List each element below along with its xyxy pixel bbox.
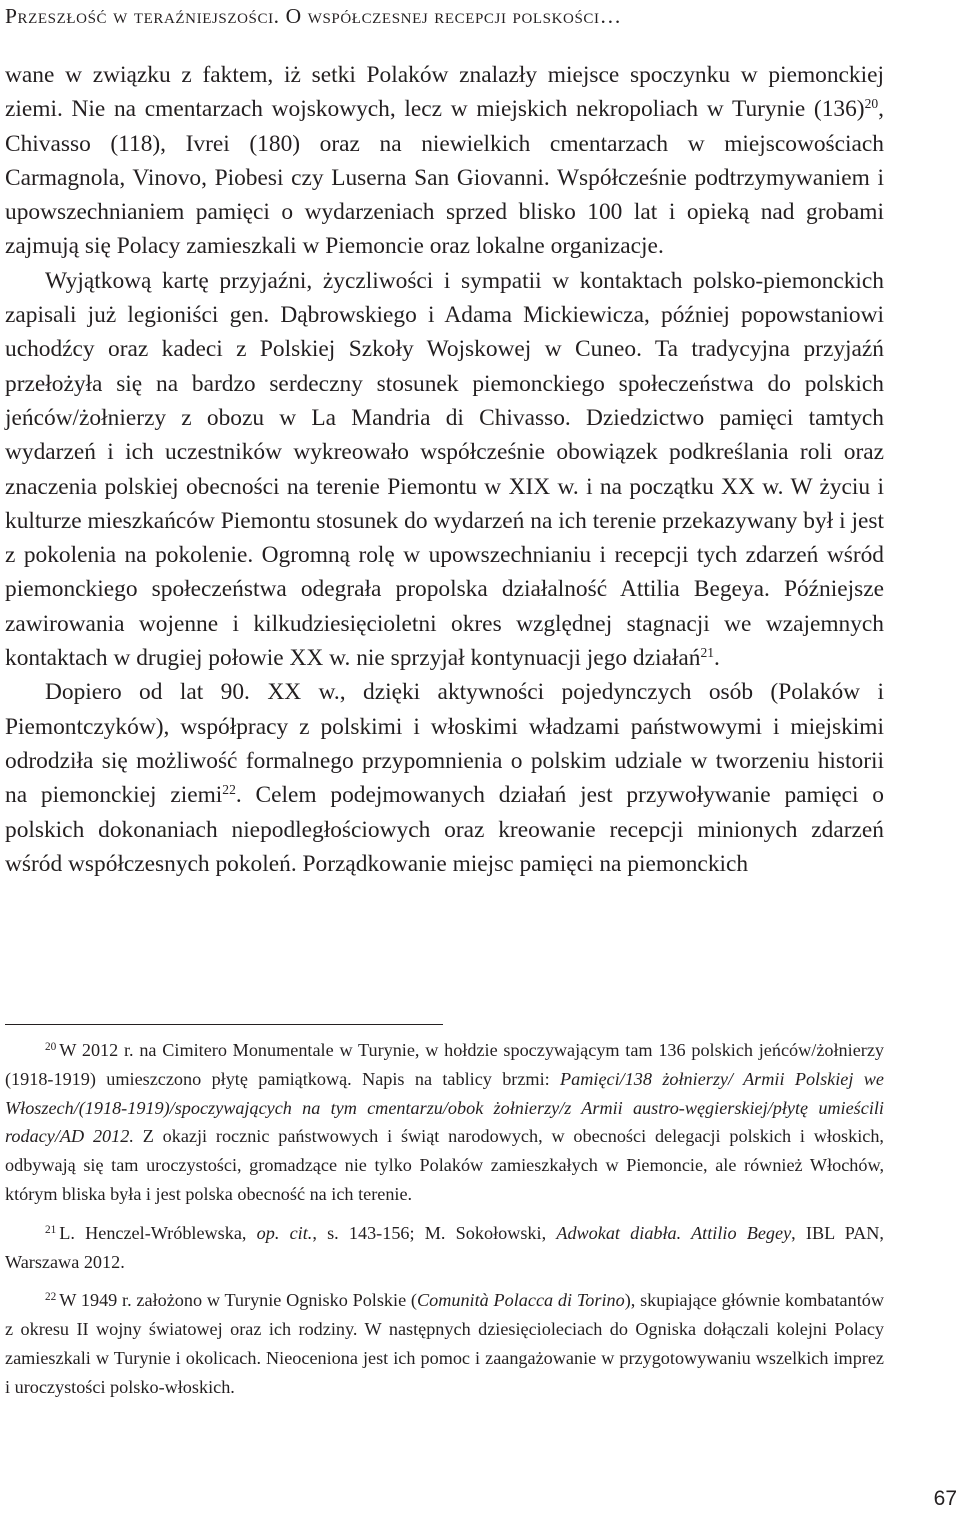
footnote-21: $^{21}$ L. Henczel-Wróblewska, op. cit., s. 143-156; M. Sokołowski, Adwokat diabła. Attilio Begey, IBL PAN, Warszawa 2012. bbox=[5, 1222, 884, 1272]
body-text bbox=[5, 58, 884, 881]
footnote-22: $^{22}$ W 1949 r. założono w Turynie Ognisko Polskie (Comunità Polacca di Torino), skupiające głównie kombatantów z okresu II wojny światowej oraz ich rodziny. W następnych dziesięcioleciach do Ogniska dołączali kolejni Polacy zamieszkali w Turynie i okolicach. Nieoceniona jest ich pomoc i zaangażowanie w przygotowywaniu wszelkich imprez i uroczystości polsko-włoskich. bbox=[5, 1290, 885, 1397]
footnotes bbox=[5, 1036, 884, 1412]
footnote-ref-22[interactable]: 22 bbox=[222, 782, 236, 798]
footnote-separator bbox=[5, 1024, 443, 1025]
footnote-ref-21[interactable]: 21 bbox=[700, 644, 715, 660]
running-header: Przeszłość w teraźniejszości. O współczesnej recepcji polskości… bbox=[5, 4, 622, 28]
footnote-20: $^{20}$ W 2012 r. na Cimitero Monumentale w Turynie, w hołdzie spoczywającym tam 136 polskich jeńców/żołnierzy (1918-1919) umieszczono płytę pamiątkową. Napis na tablicy brzmi: Pamięci/138 żołnierzy/ Armii Polskiej we Włoszech/(1918-1919)/spoczywających na tym cmentarzu/obok żołnierzy/z Armii austro-węgierskiej/płytę umieścili rodacy/AD 2012. Z okazji rocznic państwowych i świąt narodowych, w obecności delegacji polskich i włoskich, odbywają się tam uroczystości, gromadzące nie tylko Polaków zamieszkałych w Piemoncie, ale również Włochów, którym bliska była i jest polska obecność na ich terenie. bbox=[5, 1040, 884, 1204]
paragraph-2: Wyjątkową kartę przyjaźni, życzliwości i sympatii w kontaktach polsko-piemonckich zapisali już legioniści gen. Dąbrowskiego i Adama Mickiewicza, później popowstaniowi uchodźcy oraz kadeci z Polskiej Szkoły Wojskowej w Cuneo. Ta tradycyjna przyjaźń przełożyła się na bardzo serdeczny stosunek piemonckiego społeczeństwa do polskich jeńców/żołnierzy z obozu w La Mandria di Chivasso. Dziedzictwo pamięci tamtych wydarzeń i ich uczestników wykreowało współcześnie obowiązek podkreślania roli oraz znaczenia polskiej obecności na terenie Piemontu w XIX w. i na początku XX w. W życiu i kulturze mieszkańców Piemontu stosunek do wydarzeń na ich terenie przekazywany był i jest z pokolenia na pokolenie. Ogromną rolę w upowszechnianiu i recepcji tych zdarzeń wśród piemonckiego społeczeństwa odegrała propolska działalność Attilia Begeya. Późniejsze zawirowania wojenne i kilkudziesięcioletni okres względnej stagnacji we wzajemnych kontaktach w drugiej połowie XX w. nie sprzyjał kontynuacji jego działań$^{21}$. bbox=[5, 267, 884, 672]
paragraph-1: wane w związku z faktem, iż setki Polaków znalazły miejsce spoczynku w piemonckiej ziemi. Nie na cmentarzach wojskowych, lecz w miejskich nekropoliach w Turynie $(136)^{20}$, Chivasso (118), Ivrei (180) oraz na niewielkich cmentarzach w miejscowościach Carmagnola, Vinovo, Piobesi czy Luserna San Giovanni. Współcześnie podtrzymywaniem i upowszechnianiem pamięci o wydarzeniach sprzed blisko 100 lat i opieką nad grobami zajmują się Polacy zamieszkali w Piemoncie oraz lokalne organizacje. bbox=[5, 62, 884, 260]
footnote-ref-20[interactable]: 20 bbox=[864, 96, 879, 112]
paragraph-3: Dopiero od lat 90. XX w., dzięki aktywności pojedynczych osób (Polaków i Piemontczyków), współpracy z polskimi i włoskimi władzami państwowymi i miejskimi odrodziła się możliwość formalnego przypomnienia o polskim udziale w tworzeniu historii na piemonckiej ziemi$^{22}$. Celem podejmowanych działań jest przywoływanie pamięci o polskich dokonaniach niepodległościowych oraz kreowanie recepcji minionych zdarzeń wśród współczesnych pokoleń. Porządkowanie miejsc pamięci na piemonckich bbox=[5, 679, 884, 877]
page-number: 67 bbox=[933, 1487, 957, 1510]
